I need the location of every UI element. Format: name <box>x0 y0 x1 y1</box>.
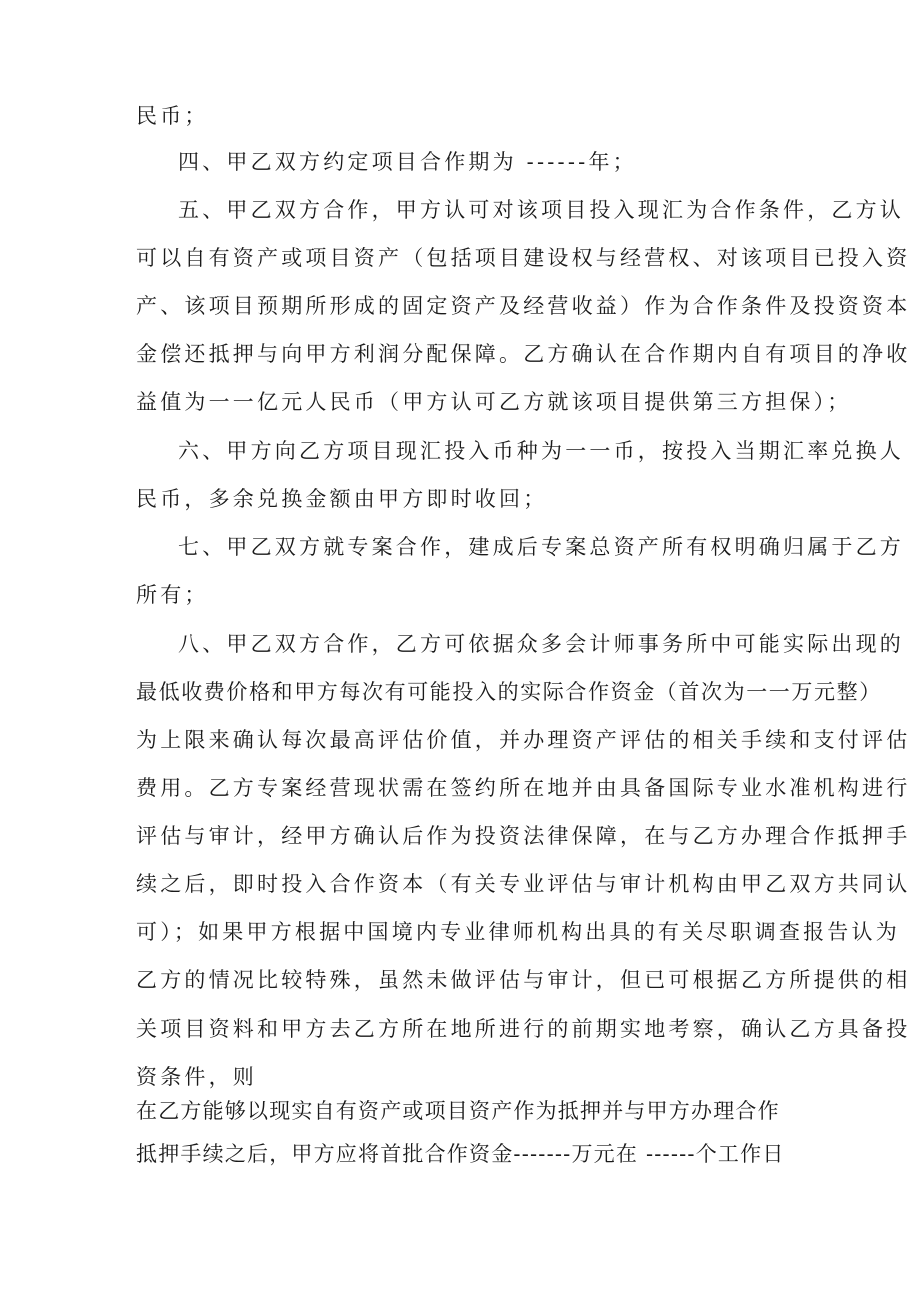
clause-8-line-3: 为上限来确认每次最高评估价值，并办理资产评估的相关手续和支付评估 <box>136 728 911 752</box>
clause-5-line-4: 金偿还抵押与向甲方利润分配保障。乙方确认在合作期内自有项目的净收 <box>136 342 911 366</box>
clause-7-line-1: 七、甲乙双方就专案合作，建成后专案总资产所有权明确归属于乙方 <box>178 535 904 559</box>
clause-8-line-2: 最低收费价格和甲方每次有可能投入的实际合作资金（首次为一一万元整） <box>136 680 882 704</box>
clause-5-line-5: 益值为一一亿元人民币（甲方认可乙方就该项目提供第三方担保）； <box>136 390 852 414</box>
clause-8-line-7: 可）；如果甲方根据中国境内专业律师机构出具的有关尽职调查报告认为 <box>136 920 900 944</box>
clause-5-line-1: 五、甲乙双方合作，甲方认可对该项目投入现汇为合作条件，乙方认 <box>178 198 904 222</box>
clause-5-line-2: 可以自有资产或项目资产（包括项目建设权与经营权、对该项目已投入资 <box>136 246 911 270</box>
clause-8-line-5: 评估与审计，经甲方确认后作为投资法律保障，在与乙方办理合作抵押手 <box>136 824 911 848</box>
clause-6-line-2: 民币，多余兑换金额由甲方即时收回； <box>136 487 548 511</box>
clause-6-line-1: 六、甲方向乙方项目现汇投入币种为一一币，按投入当期汇率兑换人 <box>178 439 904 463</box>
clause-8-line-12: 抵押手续之后，甲方应将首批合作资金-------万元在 ------个工作日 <box>136 1142 785 1166</box>
clause-7-line-2: 所有； <box>136 583 209 607</box>
clause-5-line-3: 产、该项目预期所形成的固定资产及经营收益）作为合作条件及投资资本 <box>136 294 911 318</box>
clause-8-line-4: 费用。乙方专案经营现状需在签约所在地并由具备国际专业水准机构进行 <box>136 776 911 800</box>
clause-8-line-6: 续之后，即时投入合作资本（有关专业评估与审计机构由甲乙双方共同认 <box>136 872 911 896</box>
clause-8-line-9: 关项目资料和甲方去乙方所在地所进行的前期实地考察，确认乙方具备投 <box>136 1017 911 1041</box>
clause-8-line-10: 资条件，则 <box>136 1065 257 1089</box>
clause-4-line: 四、甲乙双方约定项目合作期为 ------年； <box>178 150 637 174</box>
clause-8-line-11: 在乙方能够以现实自有资产或项目资产作为抵押并与甲方办理合作 <box>136 1099 780 1123</box>
text-line-1: 民币； <box>136 104 209 128</box>
clause-8-line-1: 八、甲乙双方合作，乙方可依据众多会计师事务所中可能实际出现的 <box>178 632 904 656</box>
clause-8-line-8: 乙方的情况比较特殊，虽然未做评估与审计，但已可根据乙方所提供的相 <box>136 968 911 992</box>
